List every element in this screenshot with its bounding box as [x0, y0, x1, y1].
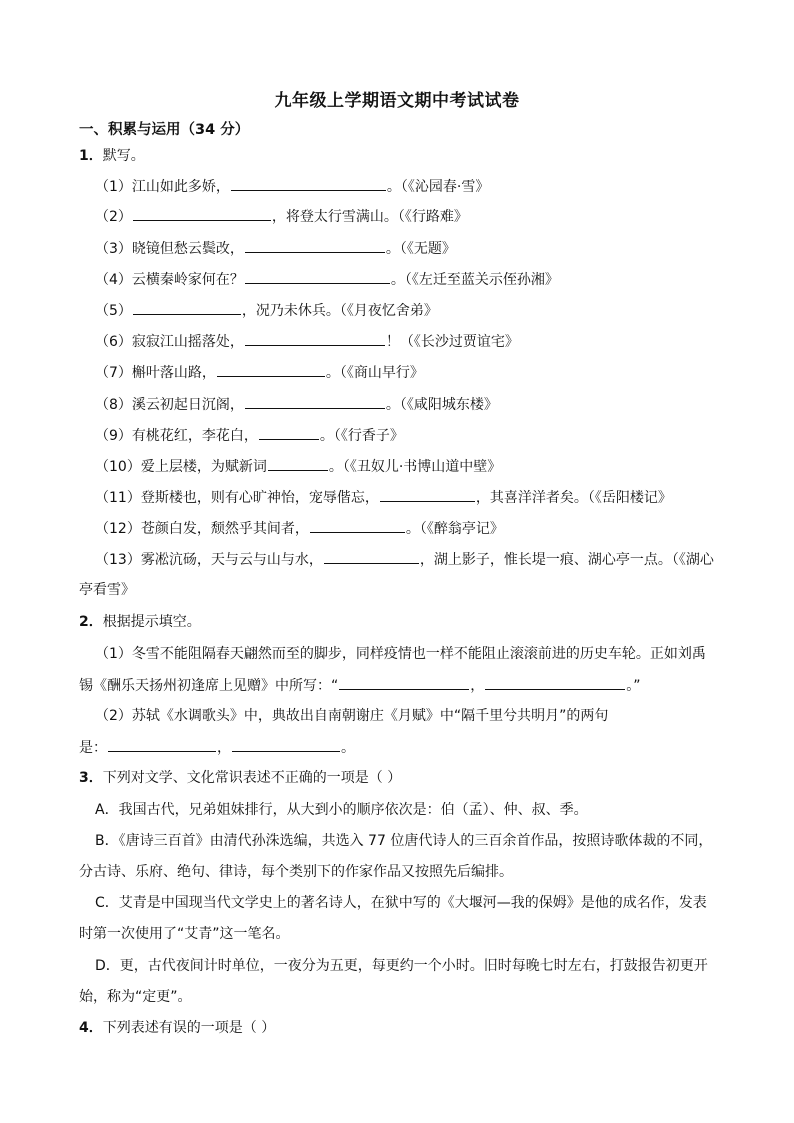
- item-source: ，其喜洋洋者矣。（《岳阳楼记》: [475, 490, 672, 506]
- fill-item-1-line-1: （1）冬雪不能阻隔春天翩然而至的脚步，同样疫情也一样不能阻止滚滚前进的历史车轮。正如刘禹: [95, 646, 706, 662]
- answer-blank[interactable]: [133, 300, 241, 315]
- question-prompt: 默写。: [102, 148, 145, 164]
- item-text: （8）溪云初起日沉阁，: [95, 397, 244, 413]
- item-text: （10）爱上层楼，为赋新词: [95, 459, 267, 475]
- item-source: ，将登太行雪满山。（《行路难》: [271, 209, 468, 225]
- item-text: （7）槲叶落山路，: [95, 365, 216, 381]
- option-c-line-1: C．艾青是中国现当代文学史上的著名诗人，在狱中写的《大堰河—我的保姆》是他的成名作，发表: [95, 895, 707, 911]
- answer-blank[interactable]: [217, 362, 325, 377]
- item-source: 。（《咸阳城东楼》: [385, 397, 498, 413]
- page-title: 九年级上学期语文期中考试试卷: [274, 91, 520, 111]
- item-end: 。: [341, 740, 355, 756]
- item-text: （1）江山如此多娇，: [95, 179, 230, 195]
- option-b-line-1: B．《唐诗三百首》由清代孙洙选编，共选入 77 位唐代诗人的三百余首作品，按照诗歌体裁的不同，: [95, 833, 713, 849]
- item-text: （6）寂寂江山摇落处，: [95, 334, 244, 350]
- question-number: 2．: [79, 614, 103, 630]
- item-text: （2）: [95, 209, 132, 225]
- answer-blank[interactable]: [485, 675, 625, 690]
- answer-blank[interactable]: [245, 238, 385, 253]
- answer-blank[interactable]: [245, 394, 385, 409]
- item-source: 。（《无题》: [385, 241, 456, 257]
- dictation-item-10: [95, 456, 501, 477]
- answer-blank[interactable]: [310, 518, 405, 533]
- item-separator: ，: [217, 740, 231, 756]
- item-source: 。（《行香子》: [319, 428, 404, 444]
- item-text: （12）苍颜白发，颓然乎其间者，: [95, 521, 309, 537]
- item-text: 锡《酬乐天扬州初逢席上见赠》中所写：“: [79, 678, 339, 694]
- option-d-line-1: D．更，古代夜间计时单位，一夜分为五更，每更约一个小时。旧时每晚七时左右，打鼓报告初更开: [95, 958, 708, 974]
- fill-item-2-line-2: [79, 737, 355, 758]
- item-source: 。（《左迁至蓝关示侄孙湘》: [390, 272, 559, 288]
- dictation-item-1: [95, 176, 489, 197]
- answer-blank[interactable]: [259, 425, 319, 440]
- item-source: 。（《醉翁亭记》: [405, 521, 504, 537]
- item-text: （9）有桃花红，李花白，: [95, 428, 258, 444]
- answer-blank[interactable]: [232, 737, 340, 752]
- item-text: （13）雾凇沆砀，天与云与山与水，: [95, 552, 323, 568]
- item-text: （4）云横秦岭家何在？: [95, 272, 244, 288]
- option-c-line-2: 时第一次使用了“艾青”这一笔名。: [79, 926, 290, 942]
- answer-blank[interactable]: [324, 549, 419, 564]
- dictation-item-3: [95, 238, 456, 259]
- question-1: [79, 146, 145, 166]
- dictation-item-8: [95, 394, 498, 415]
- dictation-item-4: [95, 269, 559, 290]
- option-b-line-2: 分古诗、乐府、绝句、律诗，每个类别下的作家作品又按照先后编排。: [79, 864, 513, 880]
- item-end: 。”: [626, 678, 641, 694]
- dictation-item-9: [95, 425, 404, 446]
- question-prompt: 下列表述有误的一项是（ ）: [102, 1020, 276, 1036]
- answer-blank[interactable]: [133, 206, 271, 221]
- item-text: （11）登斯楼也，则有心旷神怡，宠辱偕忘，: [95, 490, 379, 506]
- dictation-item-7: [95, 362, 424, 383]
- question-number: 3．: [79, 770, 103, 786]
- item-source: ！（《长沙过贾谊宅》: [385, 334, 519, 350]
- dictation-item-5: [95, 300, 438, 321]
- answer-blank[interactable]: [245, 331, 385, 346]
- question-2: [79, 612, 201, 632]
- fill-item-1-line-2: [79, 675, 641, 696]
- dictation-item-6: [95, 331, 519, 352]
- question-prompt: 根据提示填空。: [102, 614, 201, 630]
- answer-blank[interactable]: [245, 269, 390, 284]
- option-d-line-2: 始，称为“定更”。: [79, 989, 192, 1005]
- answer-blank[interactable]: [108, 737, 216, 752]
- question-prompt: 下列对文学、文化常识表述不正确的一项是（ ）: [102, 770, 402, 786]
- dictation-item-12: [95, 518, 504, 539]
- item-source: ，况乃未休兵。（《月夜忆舍弟》: [241, 303, 438, 319]
- option-a: A．我国古代，兄弟姐妹排行，从大到小的顺序依次是：伯（孟）、仲、叔、季。: [95, 802, 588, 818]
- question-number: 1．: [79, 148, 103, 164]
- item-source: ，湖上影子，惟长堤一痕、湖心亭一点。（《湖心: [419, 552, 714, 568]
- dictation-item-2: [95, 206, 468, 227]
- answer-blank[interactable]: [380, 487, 475, 502]
- dictation-item-13-continued: 亭看雪》: [79, 582, 135, 598]
- section-heading: 一、积累与运用（34 分）: [79, 122, 250, 138]
- dictation-item-13: [95, 549, 714, 570]
- item-text: （5）: [95, 303, 132, 319]
- answer-blank[interactable]: [231, 176, 386, 191]
- item-source: 。（《商山早行》: [325, 365, 424, 381]
- question-4: [79, 1018, 275, 1038]
- answer-blank[interactable]: [339, 675, 469, 690]
- dictation-item-11: [95, 487, 672, 508]
- item-source: 。（《丑奴儿·书博山道中壁》: [328, 459, 502, 475]
- item-separator: ，: [470, 678, 485, 694]
- question-number: 4．: [79, 1020, 103, 1036]
- item-source: 。（《沁园春·雪》: [386, 179, 490, 195]
- item-text: 是：: [79, 740, 107, 756]
- question-3: [79, 768, 401, 788]
- item-text: （3）晓镜但愁云鬓改，: [95, 241, 244, 257]
- answer-blank[interactable]: [268, 456, 328, 471]
- fill-item-2-line-1: （2）苏轼《水调歌头》中，典故出自南朝谢庄《月赋》中“隔千里兮共明月”的两句: [95, 708, 609, 724]
